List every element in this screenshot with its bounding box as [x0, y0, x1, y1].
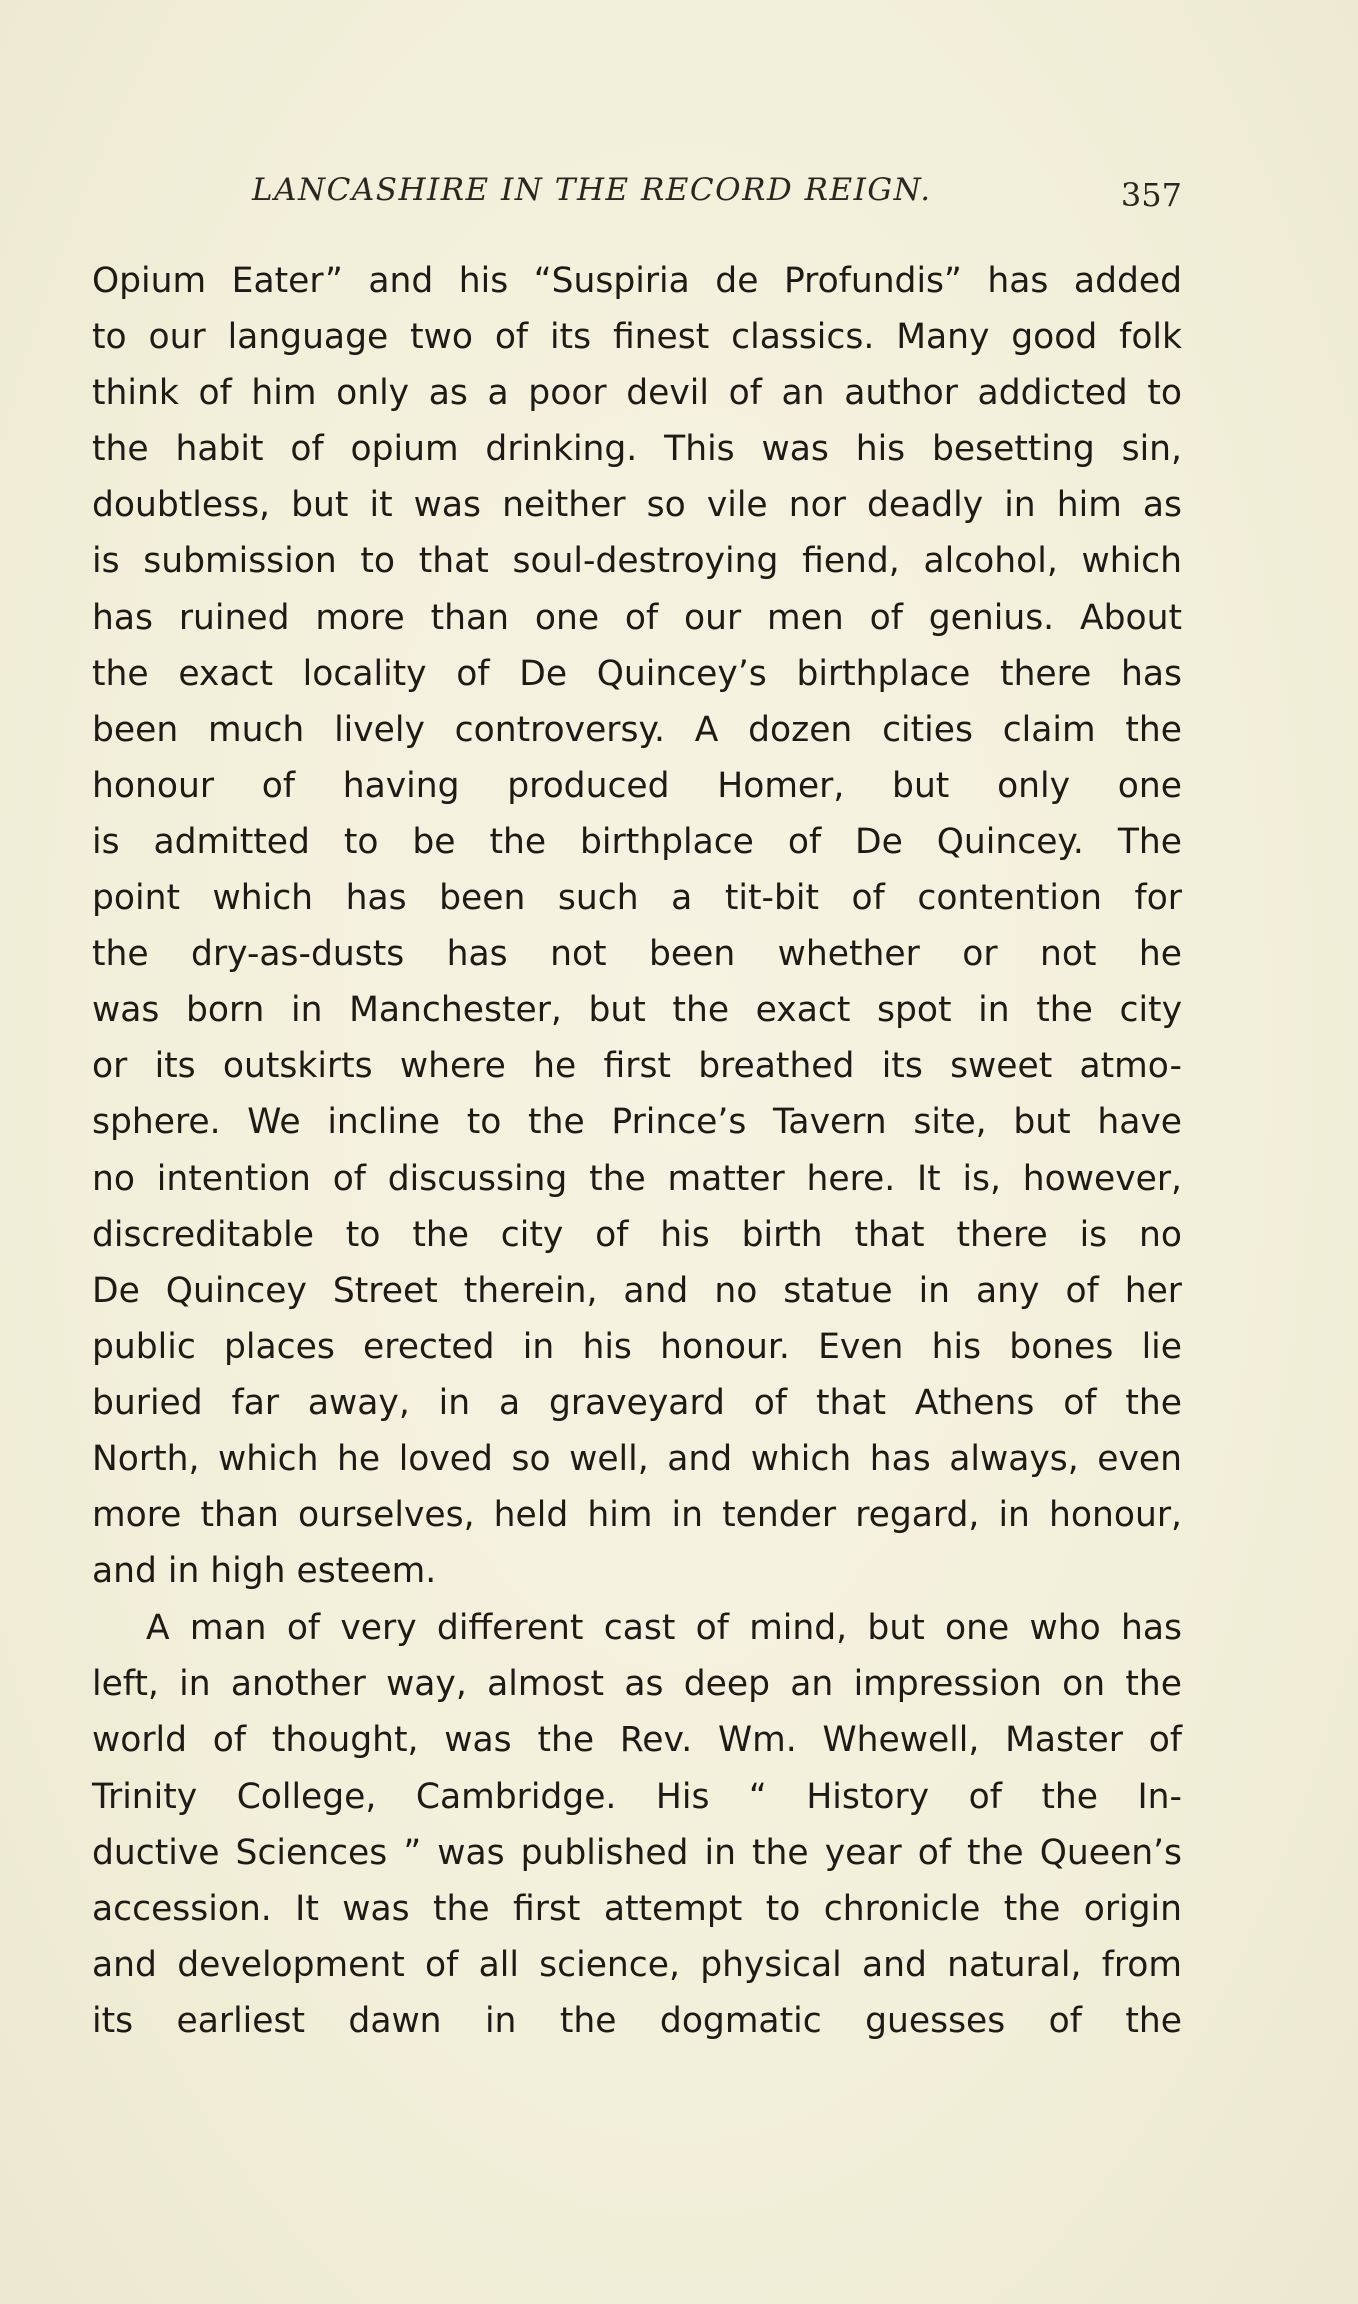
text-line: North, which he loved so well, and which has always, even	[92, 1438, 1182, 1479]
page-header	[92, 172, 1182, 220]
text-line: Opium Eater” and his “Suspiria de Profundis” has added	[92, 261, 1182, 301]
text-line: left, in another way, almost as deep an impression on the	[92, 1664, 1182, 1705]
text-line: no intention of discussing the matter here. It is, however,	[92, 1158, 1182, 1199]
text-line: is submission to that soul-destroying fiend, alcohol, which	[92, 541, 1182, 582]
text-line: ductive Sciences ” was published in the year of the Queen’s	[92, 1832, 1182, 1873]
text-line: the habit of opium drinking. This was his besetting sin,	[92, 429, 1182, 470]
text-line: think of him only as a poor devil of an author addicted to	[92, 373, 1182, 414]
text-line: discreditable to the city of his birth that there is no	[92, 1214, 1182, 1255]
page-number: 357	[1120, 176, 1182, 214]
body-text	[92, 253, 1182, 2049]
text-line: was born in Manchester, but the exact spot in the city	[92, 990, 1182, 1031]
text-line: A man of very different cast of mind, but one who has	[146, 1608, 1182, 1649]
paragraph-de-quincey	[92, 253, 1182, 1599]
paragraph-whewell	[92, 1600, 1182, 2049]
text-line: or its outskirts where he first breathed its sweet atmo-	[92, 1046, 1182, 1087]
text-line: the dry-as-dusts has not been whether or not he	[92, 934, 1182, 975]
running-title: LANCASHIRE IN THE RECORD REIGN.	[252, 172, 932, 208]
text-line: more than ourselves, held him in tender regard, in honour,	[92, 1495, 1182, 1536]
text-line: has ruined more than one of our men of genius. About	[92, 597, 1182, 638]
text-line: and in high esteem.	[92, 1551, 437, 1592]
text-line: accession. It was the first attempt to chronicle the origin	[92, 1888, 1182, 1929]
text-line: is admitted to be the birthplace of De Quincey. The	[92, 821, 1182, 862]
text-line: Trinity College, Cambridge. His “ History of the In-	[92, 1776, 1182, 1817]
text-line: honour of having produced Homer, but only one	[92, 765, 1182, 806]
text-line: and development of all science, physical and natural, from	[92, 1944, 1182, 1985]
text-line: point which has been such a tit-bit of contention for	[92, 878, 1182, 919]
text-line: been much lively controversy. A dozen cities claim the	[92, 709, 1182, 750]
text-line: De Quincey Street therein, and no statue in any of her	[92, 1270, 1182, 1311]
text-line: buried far away, in a graveyard of that Athens of the	[92, 1382, 1182, 1423]
text-line: sphere. We incline to the Prince’s Tavern site, but have	[92, 1102, 1182, 1143]
text-line: the exact locality of De Quincey’s birthplace there has	[92, 653, 1182, 694]
text-line: doubtless, but it was neither so vile nor deadly in him as	[92, 485, 1182, 526]
text-line: world of thought, was the Rev. Wm. Whewell, Master of	[92, 1720, 1182, 1761]
text-line: its earliest dawn in the dogmatic guesses of the	[92, 2000, 1182, 2041]
text-line: to our language two of its finest classics. Many good folk	[92, 317, 1182, 358]
text-line: public places erected in his honour. Even his bones lie	[92, 1326, 1182, 1367]
